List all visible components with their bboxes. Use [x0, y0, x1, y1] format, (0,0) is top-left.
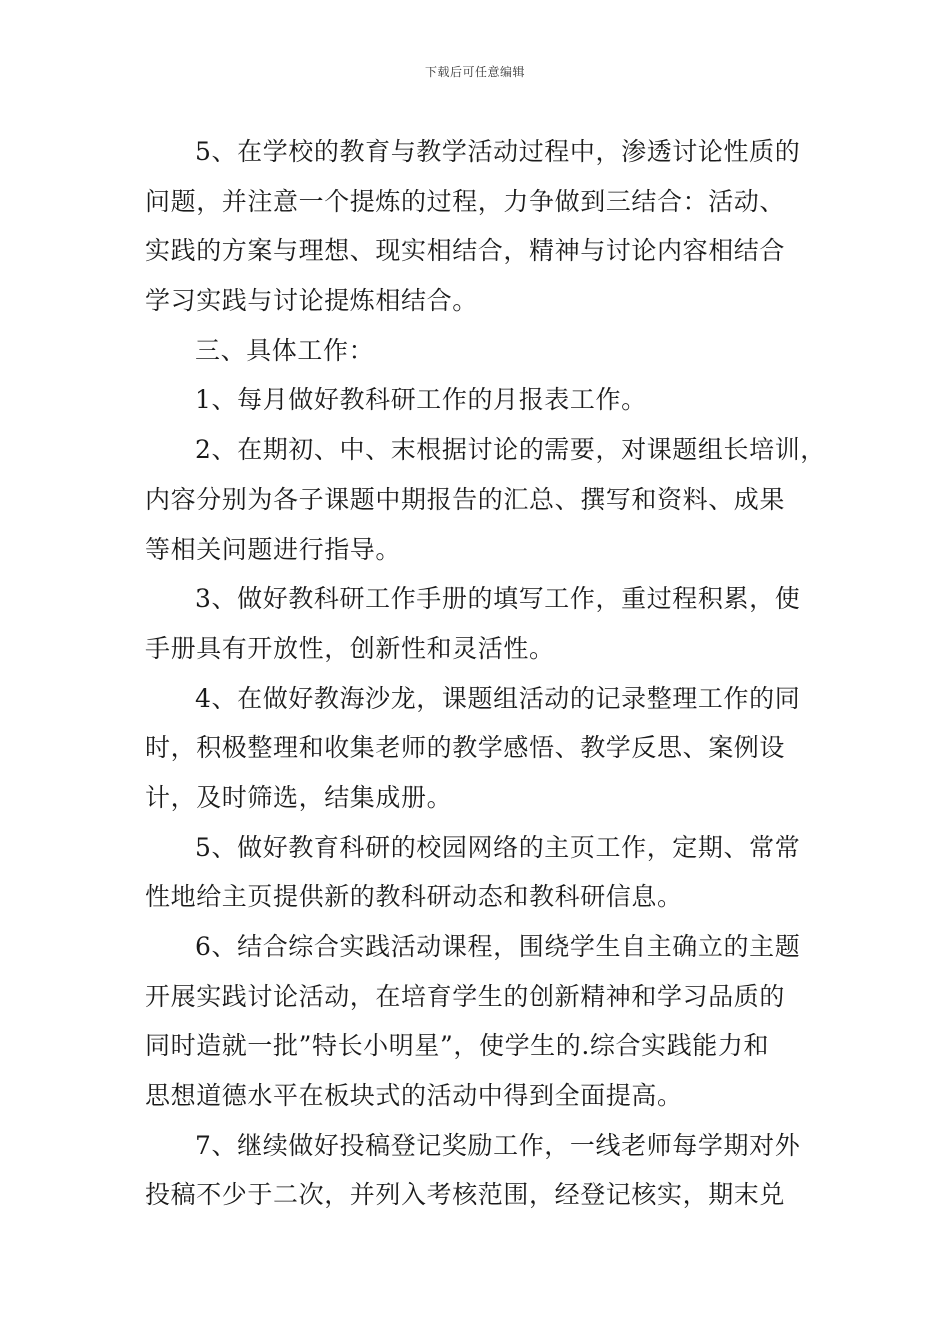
paragraph-line: 1、每月做好教科研工作的月报表工作。	[195, 385, 647, 415]
paragraph-line: 7、继续做好投稿登记奖励工作，一线老师每学期对外	[195, 1130, 801, 1160]
paragraph-line: 时，积极整理和收集老师的教学感悟、教学反思、案例设	[145, 733, 786, 763]
section-heading: 三、具体工作：	[195, 335, 375, 365]
paragraph-line: 同时造就一批”特长小明星”，使学生的.综合实践能力和	[145, 1031, 770, 1061]
paragraph-line: 实践的方案与理想、现实相结合，精神与讨论内容相结合	[145, 236, 786, 266]
paragraph-line: 思想道德水平在板块式的活动中得到全面提高。	[145, 1081, 683, 1111]
paragraph-line: 3、做好教科研工作手册的填写工作，重过程积累，使	[195, 584, 801, 614]
paragraph-line: 开展实践讨论活动，在培育学生的创新精神和学习品质的	[145, 981, 786, 1011]
paragraph-line: 性地给主页提供新的教科研动态和教科研信息。	[145, 882, 683, 912]
paragraph-line: 4、在做好教海沙龙，课题组活动的记录整理工作的同	[195, 683, 801, 713]
header-note: 下载后可任意编辑	[424, 65, 525, 79]
paragraph-line: 5、做好教育科研的校园网络的主页工作，定期、常常	[195, 832, 801, 862]
paragraph-line: 2、在期初、中、末根据讨论的需要，对课题组长培训，	[195, 435, 826, 465]
paragraph-line: 计，及时筛选，结集成册。	[145, 782, 453, 812]
paragraph-line: 5、在学校的教育与教学活动过程中，渗透讨论性质的	[195, 137, 801, 166]
paragraph-line: 6、结合综合实践活动课程，围绕学生自主确立的主题	[195, 932, 801, 961]
paragraph-line: 等相关问题进行指导。	[145, 534, 402, 564]
paragraph-line: 问题，并注意一个提炼的过程，力争做到三结合：活动、	[145, 186, 786, 216]
paragraph-line: 内容分别为各子课题中期报告的汇总、撰写和资料、成果	[145, 484, 786, 514]
paragraph-line: 手册具有开放性，创新性和灵活性。	[145, 633, 555, 663]
paragraph-line: 学习实践与讨论提炼相结合。	[145, 286, 478, 316]
paragraph-line: 投稿不少于二次，并列入考核范围，经登记核实，期末兑	[145, 1180, 786, 1210]
document-body	[145, 127, 826, 1220]
